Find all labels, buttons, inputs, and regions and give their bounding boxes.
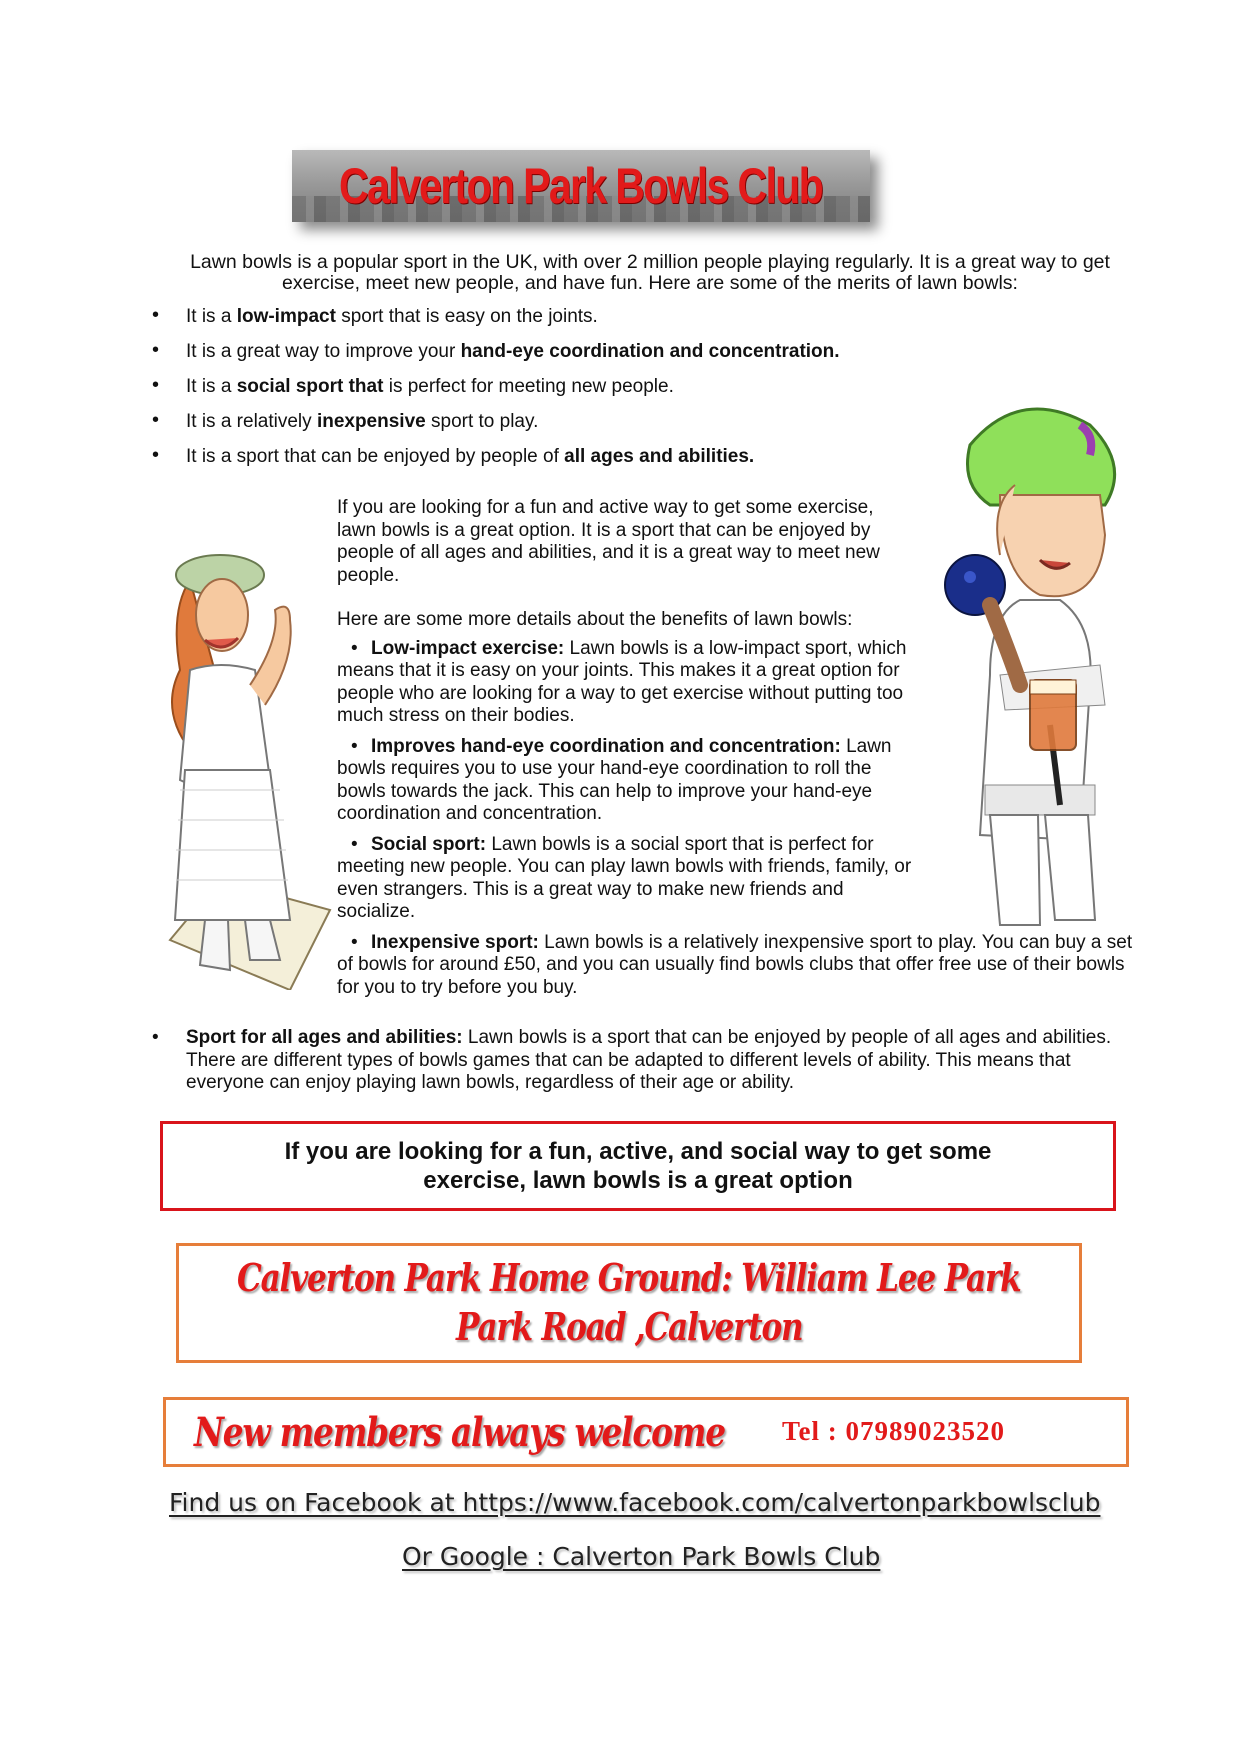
- benefit-item: • Improves hand-eye coordination and concentration: Lawn bowls requires you to use your hand-eye coordination to roll the bowls towards the jack. This can help to improve your hand-eye coordination and concentration.: [337, 735, 892, 824]
- merit-item: • It is a social sport that is perfect for meeting new people.: [150, 376, 1050, 397]
- benefit-item: • Inexpensive sport: Lawn bowls is a relatively inexpensive sport to play. You can buy a set of bowls for around £50, and you can usually find bowls clubs that offer free use of their bowls for you to try before you buy.: [337, 931, 1133, 998]
- facebook-link[interactable]: Find us on Facebook at https://www.facebook.com/calvertonparkbowlsclub: [169, 1488, 1101, 1517]
- merit-item: • It is a low-impact sport that is easy on the joints.: [150, 306, 1050, 327]
- man-bowler-illustration: [930, 385, 1140, 945]
- merit-item: • It is a relatively inexpensive sport to play.: [150, 411, 1050, 432]
- home-ground-address: Park Road ,Calverton: [455, 1304, 803, 1349]
- benefit-item: • Social sport: Lawn bowls is a social sport that is perfect for meeting new people. You can play lawn bowls with friends, family, or even strangers. This is a great way to make new friends and socialize.: [337, 833, 912, 922]
- google-search-text: Or Google : Calverton Park Bowls Club: [402, 1542, 881, 1571]
- intro-paragraph: Lawn bowls is a popular sport in the UK, with over 2 million people playing regularly. It is a great way to get exercise, meet new people, and have fun. Here are some of the merits of lawn bowls:: [190, 251, 1110, 294]
- welcome-box: [163, 1397, 1129, 1467]
- benefit-item: • Low-impact exercise: Lawn bowls is a low-impact sport, which means that it is easy on your joints. This makes it a great option for people who are looking for a way to get exercise without putting too much stress on their bodies.: [337, 637, 907, 726]
- merit-item: • It is a great way to improve your hand-eye coordination and concentration.: [150, 341, 1050, 362]
- telephone-number[interactable]: Tel : 07989023520: [782, 1416, 1006, 1446]
- callout-box: [160, 1121, 1116, 1211]
- title-banner: [292, 150, 870, 222]
- merits-list: [150, 306, 1050, 481]
- merit-item: • It is a sport that can be enjoyed by people of all ages and abilities.: [150, 446, 1050, 467]
- benefit-item-all-ages: • Sport for all ages and abilities: Lawn bowls is a sport that can be enjoyed by people of all ages and abilities. There are different types of bowls games that can be adapted to different levels of ability. This means that everyone can enjoy playing lawn bowls, regardless of their age or ability.: [152, 1027, 1112, 1093]
- club-title: Calverton Park Bowls Club: [339, 158, 823, 214]
- welcome-text: New members always welcome: [194, 1409, 725, 1456]
- home-ground-box: [176, 1243, 1082, 1363]
- callout-text: If you are looking for a fun, active, and social way to get some exercise, lawn bowls is a great option: [284, 1138, 992, 1194]
- column-paragraph: If you are looking for a fun and active way to get some exercise, lawn bowls is a great option. It is a sport that can be enjoyed by people of all ages and abilities, and it is a great way to meet new people.: [337, 497, 880, 586]
- benefits-column: [337, 497, 1133, 1007]
- lady-bowler-illustration: [150, 520, 340, 990]
- home-ground-name: Calverton Park Home Ground: William Lee Park: [237, 1255, 1021, 1300]
- column-paragraph: Here are some more details about the benefits of lawn bowls:: [337, 609, 853, 630]
